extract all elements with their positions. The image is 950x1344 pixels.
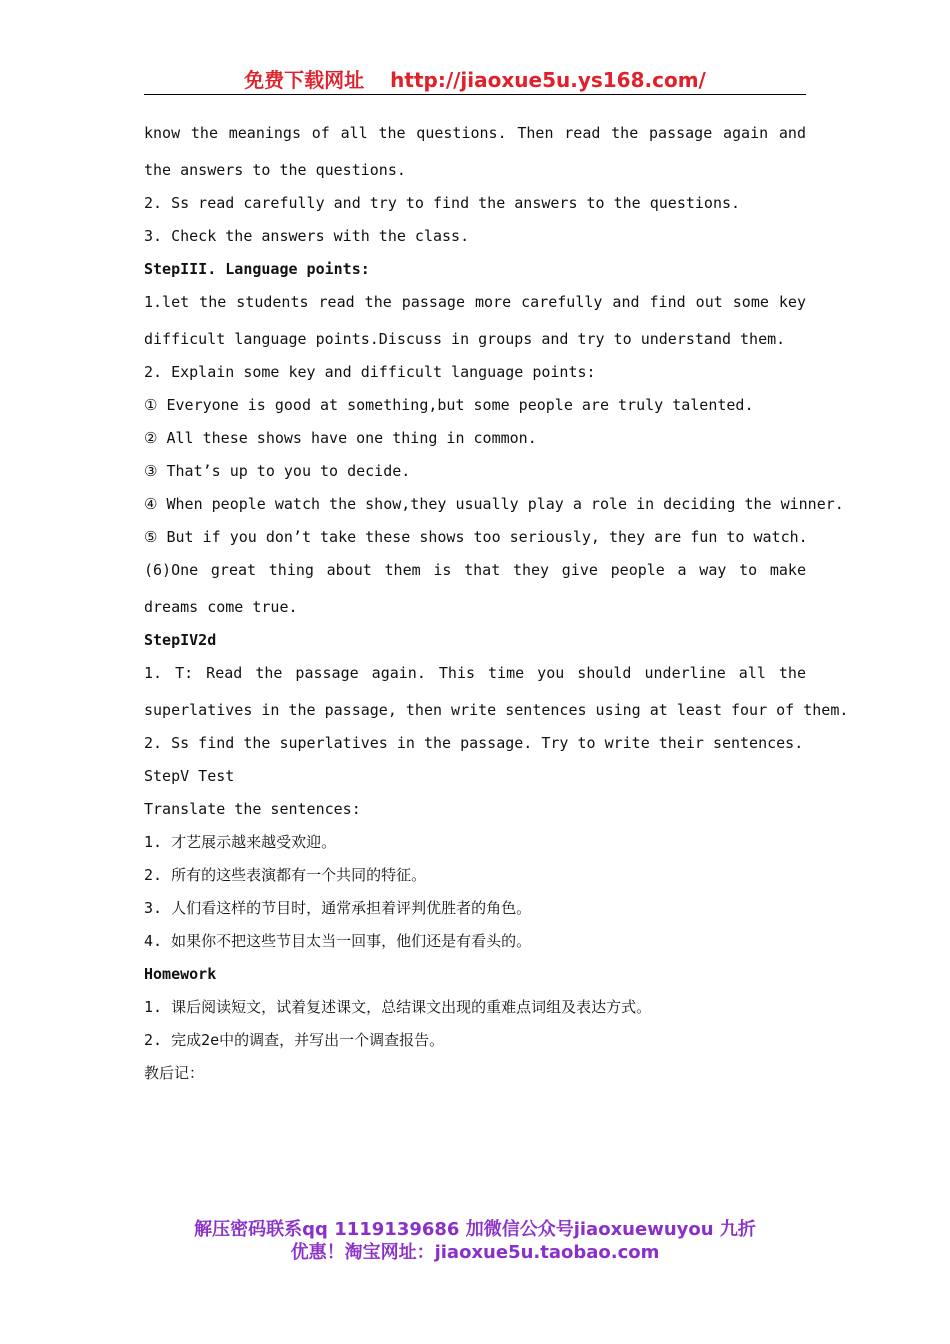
footer-line-1: 解压密码联系qq 1119139686 加微信公众号jiaoxuewuyou 九折	[194, 1219, 756, 1240]
body-line: the answers to the questions.	[144, 161, 406, 179]
body-line: Translate the sentences:	[144, 800, 361, 818]
body-line: 1. 课后阅读短文，试着复述课文，总结课文出现的重难点词组及表达方式。	[144, 998, 652, 1016]
body-line: 3. 人们看这样的节目时，通常承担着评判优胜者的角色。	[144, 899, 532, 917]
header-site-label: 免费下载网址	[244, 68, 365, 92]
body-line: 教后记：	[144, 1064, 205, 1082]
body-line: 4. 如果你不把这些节目太当一回事，他们还是有看头的。	[144, 932, 532, 950]
body-line: ⑤ But if you don’t take these shows too seriously, they are fun to watch.	[144, 528, 808, 546]
section-heading: StepV Test	[144, 767, 235, 785]
page-header	[144, 66, 806, 95]
body-line: dreams come true.	[144, 598, 298, 616]
body-line: ④ When people watch the show,they usually play a role in deciding the winner.	[144, 495, 844, 513]
section-heading: StepIII. Language points:	[144, 260, 370, 278]
body-line: ③ That’s up to you to decide.	[144, 462, 411, 480]
section-heading: StepIV2d	[144, 631, 217, 649]
body-line: 2. 完成2e中的调查，并写出一个调查报告。	[144, 1031, 445, 1049]
section-heading: Homework	[144, 965, 217, 983]
body-line: know the meanings of all the questions. Then read the passage again and	[144, 124, 806, 142]
body-line: ② All these shows have one thing in common.	[144, 429, 537, 447]
body-line: superlatives in the passage, then write sentences using at least four of them.	[144, 701, 849, 719]
document-body	[144, 117, 849, 1090]
body-line: 1. T: Read the passage again. This time you should underline all the	[144, 664, 806, 682]
body-line: 2. Ss read carefully and try to find the answers to the questions.	[144, 194, 741, 212]
body-line: difficult language points.Discuss in groups and try to understand them.	[144, 330, 786, 348]
body-line: 2. 所有的这些表演都有一个共同的特征。	[144, 866, 427, 884]
body-line: (6)One great thing about them is that they give people a way to make	[144, 561, 806, 579]
header-url-link[interactable]: http://jiaoxue5u.ys168.com/	[390, 68, 706, 92]
body-line: 2. Explain some key and difficult language points:	[144, 363, 596, 381]
body-line: 2. Ss find the superlatives in the passage. Try to write their sentences.	[144, 734, 804, 752]
page-footer	[140, 1218, 810, 1264]
body-line: ① Everyone is good at something,but some people are truly talented.	[144, 396, 754, 414]
footer-line-2: 优惠！淘宝网址：jiaoxue5u.taobao.com	[290, 1242, 660, 1263]
body-line: 3. Check the answers with the class.	[144, 227, 470, 245]
body-line: 1. 才艺展示越来越受欢迎。	[144, 833, 337, 851]
body-line: 1.let the students read the passage more carefully and find out some key	[144, 293, 806, 311]
